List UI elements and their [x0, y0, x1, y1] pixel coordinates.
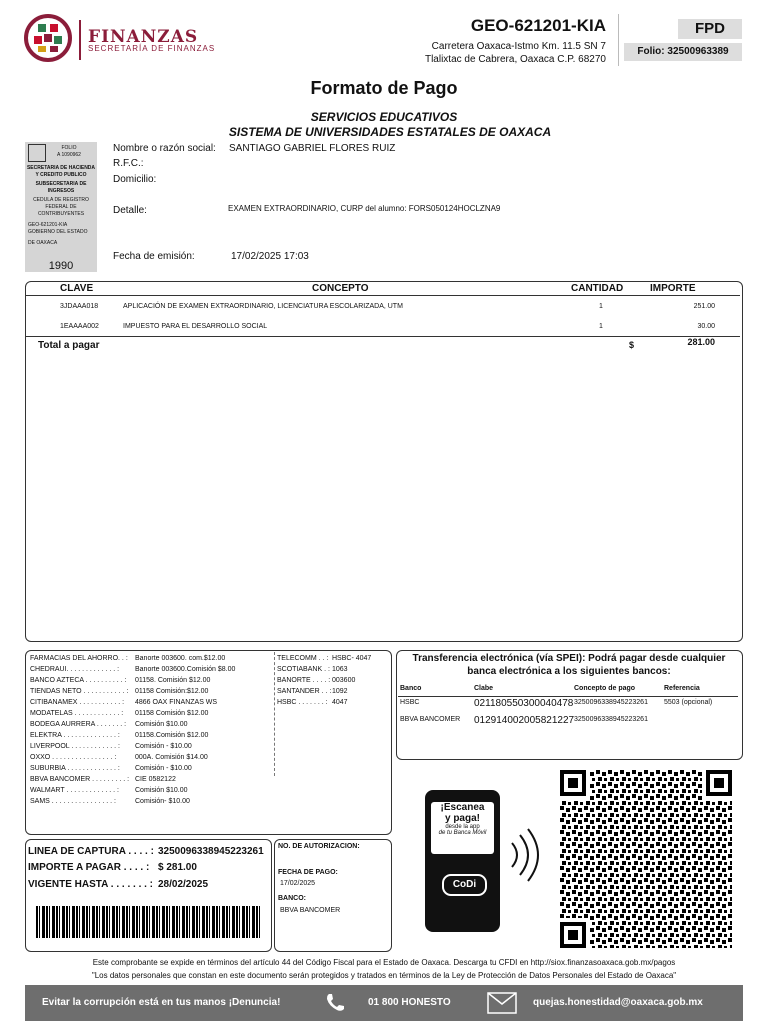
spei-col-referencia: Referencia: [664, 685, 700, 692]
bank-row: [30, 686, 235, 697]
stamp-line: GEO-621201-KIA: [28, 222, 68, 228]
spei-row-referencia: 5503 (opcional): [664, 699, 713, 706]
name-value: SANTIAGO GABRIEL FLORES RUIZ: [229, 143, 396, 154]
bank-detail: Comisión - $10.00: [135, 765, 192, 772]
bank-label: BANCO:: [278, 895, 306, 902]
stamp-emblem-icon: [28, 144, 46, 162]
bank-row: [30, 752, 235, 763]
bank-detail: 01158 Comisión $12.00: [135, 710, 209, 717]
bank-row: [30, 675, 235, 686]
bank-name: TIENDAS NETO . . . . . . . . . . . :: [30, 688, 129, 695]
address-line-1: Carretera Oaxaca-Istmo Km. 11.5 SN 7: [431, 41, 606, 52]
email-link[interactable]: quejas.honestidad@oaxaca.gob.mx: [533, 997, 703, 1008]
subtitle-system: SISTEMA DE UNIVERSIDADES ESTATALES DE OAXACA: [228, 125, 552, 139]
bank-row: [277, 664, 371, 675]
row-clave: 1EAAAA002: [60, 323, 99, 330]
row-importe: 30.00: [697, 323, 715, 330]
spei-title: Transferencia electrónica (vía SPEI): Podrá pagar desde cualquier banca electrónica a los siguientes bancos:: [412, 653, 726, 677]
spei-row-banco: HSBC: [400, 699, 420, 706]
codi-line3: desde la app: [445, 824, 480, 830]
row-cantidad: 1: [599, 323, 603, 330]
bank-name: BBVA BANCOMER . . . . . . . . . :: [30, 776, 130, 783]
vigente-value: 28/02/2025: [158, 879, 209, 890]
page-title: Formato de Pago: [310, 78, 458, 98]
doc-type-badge: FPD: [678, 19, 742, 39]
bank-detail: Banorte 003600.Comisión $8.00: [135, 666, 236, 673]
bank-row: [277, 675, 371, 686]
bank-row: [30, 730, 235, 741]
phone-icon: [323, 991, 347, 1018]
qr-code-icon: [560, 770, 732, 948]
bank-name: SUBURBIA . . . . . . . . . . . . . :: [30, 765, 120, 772]
codi-brand: CoDi: [442, 874, 487, 896]
bank-row: [30, 653, 235, 664]
bank-detail: 1092: [332, 688, 348, 695]
barcode-icon: [36, 906, 261, 938]
issue-date-label: Fecha de emisión:: [113, 251, 195, 262]
stamp-line: SECRETARIA DE HACIENDA: [26, 165, 96, 171]
stamp-year: 1990: [48, 260, 74, 272]
stamp-folio: A 1090962: [57, 152, 81, 158]
col-header-clave: CLAVE: [60, 283, 94, 294]
codi-line1: ¡Escanea: [440, 802, 485, 813]
stamp-folio-label: FOLIO: [61, 145, 77, 151]
stamp-line: Y CREDITO PUBLICO: [35, 172, 87, 178]
col-header-importe: IMPORTE: [650, 283, 696, 294]
bank-detail: 01158 Comisión:$12.00: [135, 688, 209, 695]
bank-name: FARMACIAS DEL AHORRO. . :: [30, 655, 128, 662]
bank-detail: Comisión $10.00: [135, 721, 188, 728]
stamp-line: SUBSECRETARIA DE INGRESOS: [35, 181, 87, 194]
spei-row-clabe: 021180550300040478: [474, 698, 574, 709]
row-cantidad: 1: [599, 303, 603, 310]
bank-name: ELEKTRA . . . . . . . . . . . . . . :: [30, 732, 120, 739]
codi-line2: y paga!: [444, 813, 480, 824]
subtitle-services: SERVICIOS EDUCATIVOS: [310, 110, 458, 124]
email-icon: [487, 992, 517, 1017]
geo-code: GEO-621201-KIA: [470, 16, 606, 35]
issue-date-value: 17/02/2025 17:03: [231, 251, 309, 262]
bank-row: [30, 719, 235, 730]
codi-phone-icon: [425, 790, 500, 932]
bank-name: CHEDRAUI. . . . . . . . . . . . . :: [30, 666, 120, 673]
bank-row: [30, 774, 235, 785]
banks-right-list: [277, 653, 371, 708]
bank-detail: CIE 0582122: [135, 776, 176, 783]
bank-row: [30, 763, 235, 774]
bank-name: HSBC . . . . . . . :: [277, 699, 328, 706]
bank-row: [277, 697, 371, 708]
address-line-2: Tlalixtac de Cabrera, Oaxaca C.P. 68270: [424, 54, 606, 65]
shcp-stamp: [25, 142, 97, 272]
logo-subtitle: SECRETARÍA DE FINANZAS: [88, 44, 216, 53]
stamp-line: GOBIERNO DEL ESTADO: [28, 229, 88, 235]
bank-value: BBVA BANCOMER: [280, 907, 341, 914]
total-label: Total a pagar: [38, 340, 100, 351]
auth-label: NO. DE AUTORIZACION:: [278, 843, 360, 850]
bank-row: [30, 796, 235, 807]
bank-detail: 003600: [332, 677, 356, 684]
address: [425, 40, 606, 66]
logo-separator: [79, 20, 81, 60]
spei-row-concepto: 3250096338945223261: [574, 716, 648, 723]
folio-badge: Folio: 32500963389: [624, 43, 742, 61]
bank-row: [277, 653, 371, 664]
row-importe: 251.00: [693, 303, 715, 310]
bank-name: MODATELAS . . . . . . . . . . . . :: [30, 710, 124, 717]
spei-col-concepto: Concepto de pago: [574, 685, 636, 692]
payment-date-label: FECHA DE PAGO:: [278, 869, 338, 876]
rfc-label: R.F.C.:: [113, 158, 144, 169]
bank-detail: 000A. Comisión $14.00: [135, 754, 208, 761]
row-concepto: IMPUESTO PARA EL DESARROLLO SOCIAL: [123, 323, 268, 330]
stamp-line: DE OAXACA: [28, 240, 58, 246]
bank-name: SAMS . . . . . . . . . . . . . . . . :: [30, 798, 116, 805]
footer-bar: [25, 985, 743, 1021]
spei-col-clabe: Clabe: [474, 685, 494, 692]
col-header-concepto: CONCEPTO: [312, 283, 369, 294]
phone-number[interactable]: 01 800 HONESTO: [368, 997, 451, 1008]
total-value: 281.00: [687, 337, 715, 347]
spei-row-clabe: 012914002005821227: [474, 715, 575, 726]
finanzas-logo-icon: [24, 14, 72, 62]
importe-label: IMPORTE A PAGAR . . . . :: [28, 862, 150, 873]
bank-detail: Comisión - $10.00: [135, 743, 192, 750]
bank-name: LIVERPOOL . . . . . . . . . . . . :: [30, 743, 120, 750]
bank-name: SCOTIABANK . :: [277, 666, 330, 673]
detail-label: Detalle:: [113, 205, 147, 216]
row-concepto: APLICACIÓN DE EXAMEN EXTRAORDINARIO, LICENCIATURA ESCOLARIZADA, UTM: [123, 303, 403, 310]
bank-name: WALMART . . . . . . . . . . . . . :: [30, 787, 119, 794]
spei-row-banco: BBVA BANCOMER: [400, 716, 461, 723]
bank-row: [30, 708, 235, 719]
linea-value: 3250096338945223261: [158, 846, 264, 857]
bank-detail: Comisión $10.00: [135, 787, 188, 794]
spei-row-concepto: 3250096338945223261: [574, 699, 648, 706]
bank-name: BANCO AZTECA . . . . . . . . . . :: [30, 677, 127, 684]
bank-name: TELECOMM . . :: [277, 655, 329, 662]
bank-row: [30, 664, 235, 675]
footer-legal: Este comprobante se expide en términos del artículo 44 del Código Fiscal para el Estado de Oaxaca. Descarga tu CFDI en http://siox.finanzasoaxaca.gob.mx/pagos: [92, 958, 676, 967]
bank-detail: Banorte 003600. com.$12.00: [135, 655, 226, 662]
total-currency: $: [629, 340, 635, 350]
bank-row: [30, 697, 235, 708]
total-rule: [26, 336, 740, 337]
logo-title: FINANZAS: [88, 27, 199, 47]
linea-label: LINEA DE CAPTURA . . . . :: [28, 846, 154, 857]
payment-date-value: 17/02/2025: [280, 880, 316, 887]
address-label: Domicilio:: [113, 174, 157, 185]
banks-divider: [274, 652, 276, 776]
bank-name: CITIBANAMEX . . . . . . . . . . . :: [30, 699, 125, 706]
spei-col-banco: Banco: [400, 685, 422, 692]
importe-value: $ 281.00: [158, 862, 197, 873]
detail-value: EXAMEN EXTRAORDINARIO, CURP del alumno: FORS050124HOCLZNA9: [228, 204, 501, 213]
anticorruption-text: Evitar la corrupción está en tus manos ¡Denuncia!: [42, 997, 281, 1008]
header-rule: [26, 295, 740, 296]
footer-privacy: "Los datos personales que constan en este documento serán protegidos y tratados en términos de la Ley de Protección de Datos Personales del Estado de Oaxaca": [91, 971, 677, 980]
bank-name: BANORTE . . . . :: [277, 677, 331, 684]
bank-detail: 4866 OAX FINANZAS WS: [135, 699, 218, 706]
bank-detail: HSBC- 4047: [332, 655, 372, 662]
bank-detail: 1063: [332, 666, 348, 673]
header-divider: [618, 14, 619, 66]
bank-name: OXXO . . . . . . . . . . . . . . . . :: [30, 754, 117, 761]
stamp-line: FEDERAL DE CONTRIBUYENTES: [37, 204, 85, 217]
bank-detail: Comisión- $10.00: [135, 798, 190, 805]
bank-row: [30, 785, 235, 796]
bank-detail: 01158.Comisión $12.00: [135, 732, 209, 739]
bank-detail: 4047: [332, 699, 348, 706]
bank-detail: 01158. Comisión $12.00: [135, 677, 211, 684]
bank-row: [30, 741, 235, 752]
contactless-icon: [506, 825, 546, 890]
codi-line4: de tu Banca Móvil: [438, 830, 487, 836]
name-label: Nombre o razón social:: [113, 143, 216, 154]
stamp-line: CEDULA DE REGISTRO: [33, 197, 89, 203]
bank-name: SANTANDER . . :: [277, 688, 332, 695]
banks-left-list: [30, 653, 235, 807]
col-header-cantidad: CANTIDAD: [571, 283, 624, 294]
bank-name: BODEGA AURRERA . . . . . . . :: [30, 721, 127, 728]
codi-screen: [431, 802, 494, 854]
spei-rule: [398, 696, 738, 697]
vigente-label: VIGENTE HASTA . . . . . . . :: [28, 879, 154, 890]
bank-row: [277, 686, 371, 697]
row-clave: 3JDAAA018: [60, 303, 99, 310]
